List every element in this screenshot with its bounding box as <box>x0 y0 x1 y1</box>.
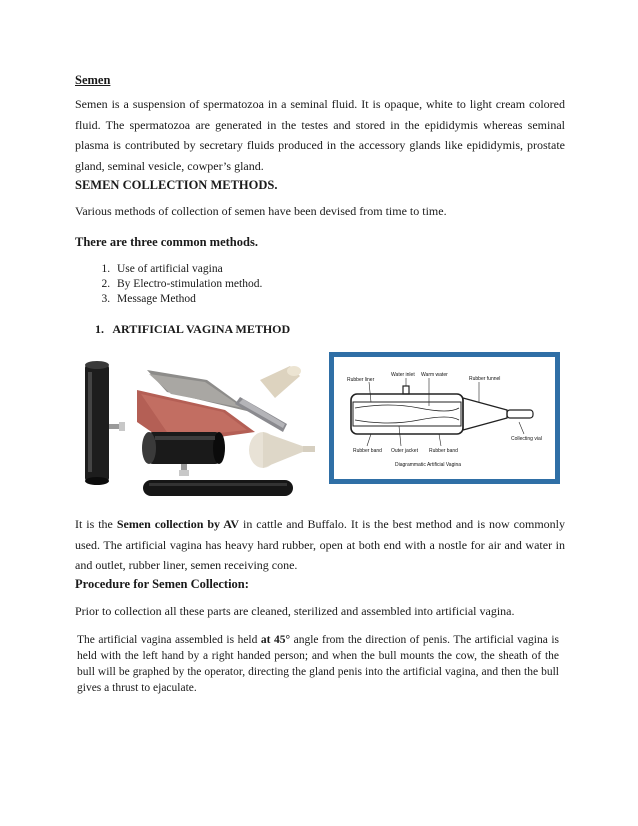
av-description <box>75 514 565 576</box>
method-item: 3. Message Method <box>113 292 262 307</box>
av-desc-text: It is the <box>75 517 117 531</box>
angle-bold: at 45° <box>260 634 291 646</box>
warm-water-label: Warm water <box>421 372 448 378</box>
rubber-band-label-2: Rubber band <box>429 448 458 454</box>
semen-heading: Semen <box>75 73 111 87</box>
av-heading-text: ARTIFICIAL VAGINA METHOD <box>112 322 291 336</box>
three-methods-heading: There are three common methods. <box>75 235 258 249</box>
collection-intro: Various methods of collection of semen have been devised from time to time. <box>75 204 447 218</box>
procedure-paragraph <box>77 632 559 696</box>
rubber-band-label: Rubber band <box>353 448 382 454</box>
methods-list <box>75 262 262 307</box>
diagram-caption: Diagrammatic Artificial Vagina <box>395 462 462 468</box>
rubber-liner-label: Rubber liner <box>347 377 375 383</box>
procedure-text: The artificial vagina assembled is held <box>77 634 261 646</box>
method-item: 2. By Electro-stimulation method. <box>113 277 262 292</box>
av-diagram <box>329 352 560 484</box>
av-parts-photo <box>75 352 320 512</box>
procedure-heading: Procedure for Semen Collection: <box>75 577 249 591</box>
av-desc-bold: Semen collection by AV <box>116 517 240 531</box>
av-method-heading <box>95 322 290 337</box>
outer-jacket-label: Outer jacket <box>391 448 418 454</box>
collecting-vial-label: Collecting vial <box>511 436 542 442</box>
method-item: 1. Use of artificial vagina <box>113 262 262 277</box>
rubber-funnel-label: Rubber funnel <box>469 376 501 382</box>
collection-methods-heading: SEMEN COLLECTION METHODS. <box>75 178 278 192</box>
av-heading-number: 1. <box>95 322 104 336</box>
procedure-intro: Prior to collection all these parts are cleaned, sterilized and assembled into artificial vagina. <box>75 604 515 618</box>
water-inlet-label: Water inlet <box>391 372 415 378</box>
procedure-text-2: angle from the direction of penis. The artificial vagina is held with the left hand by a right handed person; and when the bull mounts the cow, the sheath of the bull will be graphed by the operator, directing the gland penis into the artificial vagina, and then the bull gives a thrust to ejaculate. <box>77 634 559 694</box>
semen-paragraph: Semen is a suspension of spermatozoa in a seminal fluid. It is opaque, white to light cream colored fluid. The spermatozoa are generated in the testes and stored in the epididymis whereas seminal plasma is contributed by secretary fluids produced in the accessory glands like epididymis, prostate gland, seminal vesicle, cowper’s gland. <box>75 97 565 173</box>
av-desc-text-2: in cattle and Buffalo. It is the best method and is now commonly used. The artificial vagina has heavy hard rubber, open at both end with a nostle for air and water in and outlet, rubber liner, semen receiving cone. <box>75 517 565 572</box>
